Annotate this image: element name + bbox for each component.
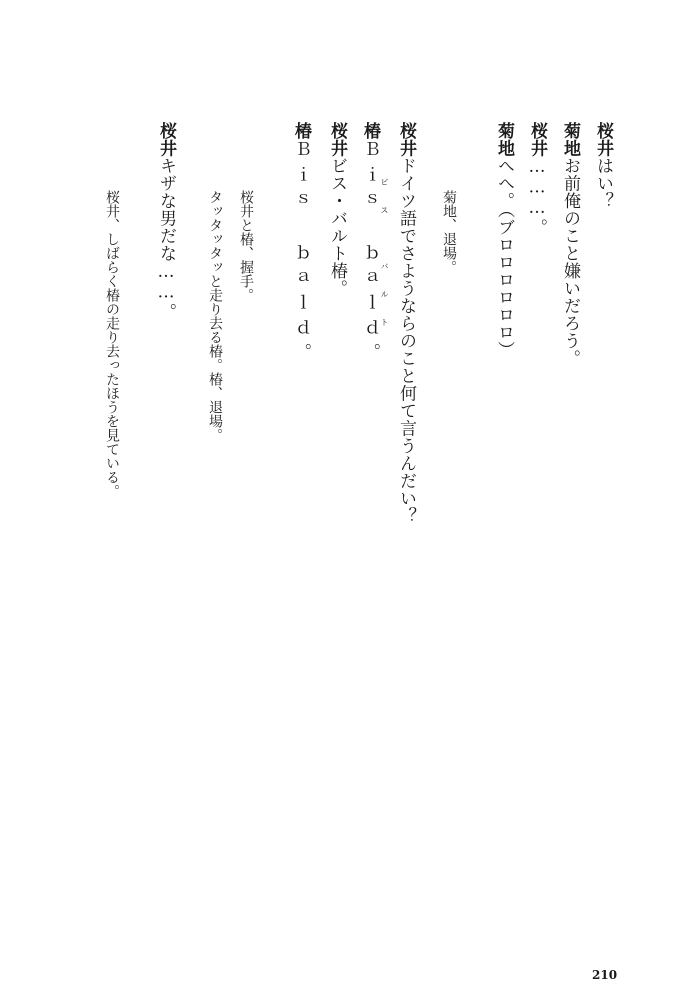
stage-direction: 菊地、退場。 — [441, 190, 457, 274]
dialogue-text: ………。 — [527, 157, 547, 236]
dialogue-text: お前俺のこと嫌いだろう。 — [560, 157, 580, 367]
dialogue-text: ドイツ語でさようならのこと何て言うんだい？ — [396, 157, 416, 525]
speaker-name: 桜井 — [527, 122, 547, 157]
speaker-name: 菊地 — [560, 122, 580, 157]
dialogue-text: ビス・バルト椿。 — [327, 157, 347, 297]
dialogue-text: Ｂｉｓ ｂａｌｄ。 — [360, 139, 380, 368]
dialogue-line — [328, 122, 363, 297]
dialogue-line — [157, 122, 192, 321]
dialogue-line — [561, 122, 596, 367]
dialogue-text: はい？ — [593, 157, 613, 210]
dialogue-text: へへ。（ブロロロロロロ） — [494, 157, 514, 359]
dialogue-line — [361, 122, 396, 368]
stage-direction: 桜井と椿、握手。 — [238, 190, 254, 302]
dialogue-text: Ｂｉｓ ｂａｌｄ。 — [291, 139, 311, 368]
dialogue-line — [397, 122, 432, 525]
speaker-name: 桜井 — [593, 122, 613, 157]
ruby-annotation: ビス バルト — [380, 178, 389, 346]
dialogue-line — [495, 122, 530, 359]
speaker-name: 椿 — [291, 122, 311, 140]
dialogue-text: キザな男だな……。 — [156, 157, 176, 321]
page-number: 210 — [592, 968, 618, 982]
dialogue-line — [594, 122, 629, 210]
stage-direction: タッタッタッと走り去る椿。椿、退場。 — [207, 190, 223, 442]
speaker-name: 桜井 — [396, 122, 416, 157]
speaker-name: 桜井 — [327, 122, 347, 157]
speaker-name: 椿 — [360, 122, 380, 140]
speaker-name: 菊地 — [494, 122, 514, 157]
speaker-name: 桜井 — [156, 122, 176, 157]
stage-direction: 桜井、しばらく椿の走り去ったほうを見ている。 — [104, 190, 120, 498]
dialogue-line — [528, 122, 563, 236]
dialogue-line — [292, 122, 327, 368]
